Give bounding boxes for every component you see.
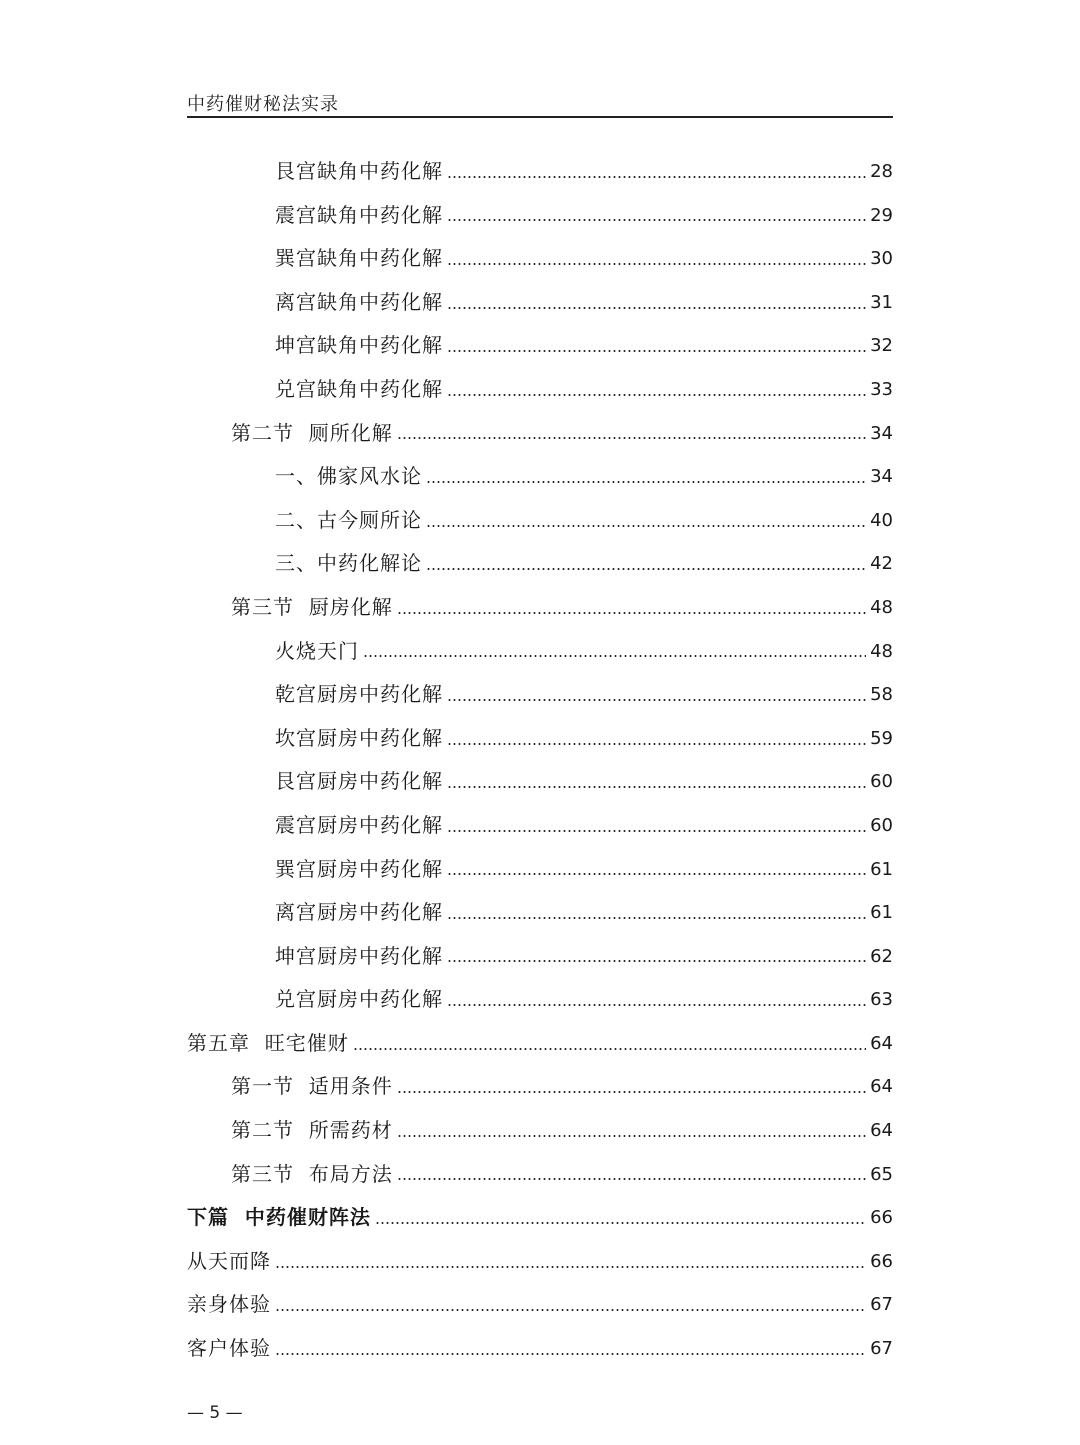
toc-entry[interactable] — [187, 281, 893, 325]
dot-leader — [397, 1178, 866, 1180]
dot-leader — [275, 1266, 866, 1268]
dot-leader — [447, 699, 866, 701]
toc-entry-label: 兑宫厨房中药化解 — [275, 987, 443, 1012]
dot-leader — [447, 786, 866, 788]
dot-leader — [447, 960, 866, 962]
toc-entry-page-number: 67 — [870, 1338, 893, 1360]
toc-entry-label: 坤宫厨房中药化解 — [275, 943, 443, 968]
toc-entry-label: 震宫缺角中药化解 — [275, 202, 443, 227]
dot-leader — [447, 917, 866, 919]
dot-leader — [397, 1135, 866, 1137]
toc-entry[interactable] — [187, 586, 893, 630]
toc-entry[interactable] — [187, 1240, 893, 1284]
toc-entry-label: 兑宫缺角中药化解 — [275, 376, 443, 401]
toc-entry-label: 震宫厨房中药化解 — [275, 812, 443, 837]
toc-entry-page-number: 59 — [870, 727, 893, 749]
toc-entry[interactable] — [187, 1327, 893, 1371]
toc-entry[interactable] — [187, 1153, 893, 1197]
dot-leader — [447, 176, 866, 178]
toc-entry-label: 离宫厨房中药化解 — [275, 900, 443, 925]
toc-entry-page-number: 63 — [870, 989, 893, 1011]
dot-leader — [447, 219, 866, 221]
dot-leader — [447, 263, 866, 265]
dot-leader — [447, 1004, 866, 1006]
toc-entry[interactable] — [187, 150, 893, 194]
page-header — [187, 88, 893, 118]
toc-entry[interactable] — [187, 891, 893, 935]
toc-entry-page-number: 29 — [870, 204, 893, 226]
dot-leader — [353, 1048, 866, 1050]
toc-entry-page-number: 64 — [870, 1032, 893, 1054]
toc-entry-page-number: 33 — [870, 378, 893, 400]
dot-leader — [447, 873, 866, 875]
toc-entry-page-number: 32 — [870, 335, 893, 357]
dot-leader — [275, 1353, 866, 1355]
dot-leader — [447, 394, 866, 396]
toc-entry-label: 火烧天门 — [275, 638, 359, 663]
toc-entry-label: 离宫缺角中药化解 — [275, 289, 443, 314]
toc-entry-label: 艮宫缺角中药化解 — [275, 159, 443, 183]
toc-entry[interactable] — [187, 760, 893, 804]
toc-entry[interactable] — [187, 1283, 893, 1327]
toc-entry-page-number: 34 — [870, 466, 893, 488]
toc-entry-label: 客户体验 — [187, 1336, 271, 1361]
dot-leader — [426, 525, 866, 527]
toc-entry-page-number: 42 — [870, 553, 893, 575]
toc-entry[interactable] — [187, 630, 893, 674]
dot-leader — [426, 568, 866, 570]
toc-entry[interactable] — [187, 673, 893, 717]
toc-entry-label: 艮宫厨房中药化解 — [275, 769, 443, 794]
toc-entry-label: 三、中药化解论 — [275, 551, 422, 576]
toc-entry-page-number: 66 — [870, 1250, 893, 1272]
toc-entry-label: 巽宫厨房中药化解 — [275, 856, 443, 881]
toc-entry-label: 坤宫缺角中药化解 — [275, 333, 443, 358]
toc-entry-label: 下篇 中药催财阵法 — [187, 1205, 371, 1230]
page-number: — 5 — — [187, 1403, 243, 1423]
toc-entry-label: 第二节 所需药材 — [231, 1118, 393, 1143]
toc-entry-label: 第一节 适用条件 — [231, 1074, 393, 1099]
toc-entry[interactable] — [187, 1109, 893, 1153]
toc-entry-page-number: 40 — [870, 509, 893, 531]
toc-entry-page-number: 65 — [870, 1163, 893, 1185]
toc-entry-page-number: 62 — [870, 945, 893, 967]
dot-leader — [397, 612, 866, 614]
toc-entry[interactable] — [187, 368, 893, 412]
toc-entry[interactable] — [187, 455, 893, 499]
dot-leader — [397, 1091, 866, 1093]
dot-leader — [275, 1309, 866, 1311]
toc-entry-label: 第五章 旺宅催财 — [187, 1030, 349, 1055]
toc-entry-label: 亲身体验 — [187, 1292, 271, 1317]
book-title: 中药催财秘法实录 — [187, 94, 339, 115]
toc-entry[interactable] — [187, 412, 893, 456]
toc-entry[interactable] — [187, 542, 893, 586]
toc-entry[interactable] — [187, 935, 893, 979]
toc-entry-page-number: 61 — [870, 902, 893, 924]
toc-entry-page-number: 60 — [870, 814, 893, 836]
toc-entry-label: 巽宫缺角中药化解 — [275, 246, 443, 271]
toc-entry-page-number: 66 — [870, 1207, 893, 1229]
toc-entry[interactable] — [187, 237, 893, 281]
toc-entry-label: 坎宫厨房中药化解 — [275, 725, 443, 750]
toc-entry-page-number: 34 — [870, 422, 893, 444]
toc-entry-page-number: 30 — [870, 248, 893, 270]
toc-entry-label: 二、古今厕所论 — [275, 507, 422, 532]
toc-entry[interactable] — [187, 848, 893, 892]
toc-entry[interactable] — [187, 978, 893, 1022]
toc-entry-page-number: 64 — [870, 1120, 893, 1142]
dot-leader — [397, 437, 866, 439]
dot-leader — [426, 481, 866, 483]
toc-entry-label: 一、佛家风水论 — [275, 464, 422, 489]
dot-leader — [375, 1222, 866, 1224]
toc-entry-page-number: 64 — [870, 1076, 893, 1098]
toc-entry[interactable] — [187, 1196, 893, 1240]
toc-entry-label: 第三节 厨房化解 — [231, 594, 393, 619]
toc-entry-page-number: 60 — [870, 771, 893, 793]
toc-entry[interactable] — [187, 1065, 893, 1109]
toc-entry[interactable] — [187, 324, 893, 368]
toc-entry-page-number: 31 — [870, 291, 893, 313]
toc-entry[interactable] — [187, 804, 893, 848]
dot-leader — [447, 743, 866, 745]
toc-entry-label: 第二节 厕所化解 — [231, 420, 393, 445]
toc-entry[interactable] — [187, 1022, 893, 1066]
dot-leader — [447, 307, 866, 309]
table-of-contents — [187, 150, 893, 1371]
toc-entry[interactable] — [187, 499, 893, 543]
toc-entry-label: 从天而降 — [187, 1248, 271, 1273]
toc-entry-page-number: 48 — [870, 640, 893, 662]
toc-entry-label: 第三节 布局方法 — [231, 1161, 393, 1186]
toc-entry-page-number: 61 — [870, 858, 893, 880]
toc-entry-label: 乾宫厨房中药化解 — [275, 682, 443, 707]
toc-entry[interactable] — [187, 194, 893, 238]
toc-entry-page-number: 67 — [870, 1294, 893, 1316]
dot-leader — [447, 830, 866, 832]
toc-entry-page-number: 28 — [870, 161, 893, 182]
dot-leader — [363, 655, 866, 657]
toc-entry[interactable] — [187, 717, 893, 761]
dot-leader — [447, 350, 866, 352]
toc-entry-page-number: 48 — [870, 596, 893, 618]
toc-entry-page-number: 58 — [870, 684, 893, 706]
